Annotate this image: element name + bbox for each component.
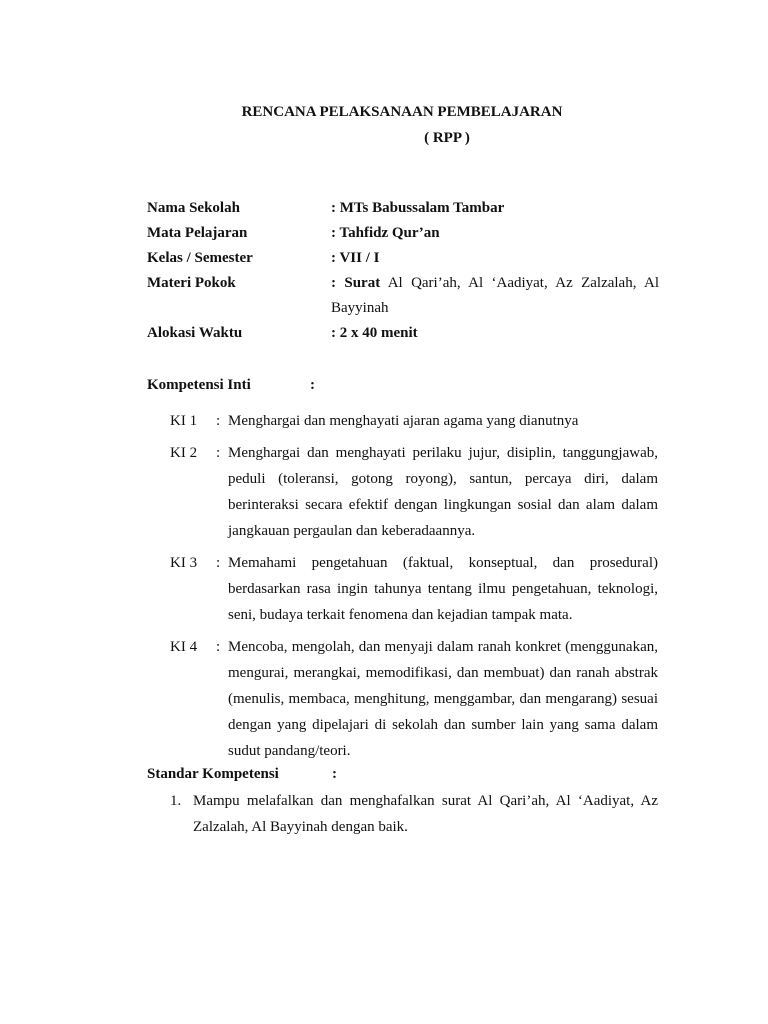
ki-colon: : bbox=[216, 639, 221, 655]
material-prefix: : Surat bbox=[331, 275, 381, 291]
ki-text: Mencoba, mengolah, dan menyaji dalam ranah konkret (menggunakan, mengurai, merangkai, memodifikasi, dan membuat) dan ranah abstrak (menulis, membaca, menghitung, menggambar, dan mengarang) sesuai dengan yang dipelajari di sekolah dan sumber lain yang sama dalam sudut pandang/teori. bbox=[228, 639, 658, 759]
kompetensi-inti-label: Kompetensi Inti bbox=[147, 377, 251, 393]
document-title: RENCANA PELAKSANAAN PEMBELAJARAN bbox=[241, 104, 563, 120]
info-row-time bbox=[147, 321, 659, 346]
subject-label: Mata Pelajaran bbox=[147, 225, 248, 241]
ki-code: KI 1 bbox=[170, 413, 198, 429]
info-row-material bbox=[147, 271, 659, 321]
standar-kompetensi-label: Standar Kompetensi bbox=[147, 766, 279, 782]
info-row-class bbox=[147, 246, 659, 271]
ki-item bbox=[170, 634, 658, 764]
ki-item bbox=[170, 408, 658, 434]
ki-text: Menghargai dan menghayati perilaku jujur, disiplin, tanggungjawab, peduli (toleransi, gotong royong), santun, percaya diri, dalam berinteraksi secara efektif dengan lingkungan sosial dan alam dalam jangkauan pergaulan dan keberadaannya. bbox=[228, 445, 658, 539]
subject-value: : Tahfidz Qur’an bbox=[331, 225, 440, 241]
ki-colon: : bbox=[216, 555, 221, 571]
material-label: Materi Pokok bbox=[147, 275, 236, 291]
class-value: : VII / I bbox=[331, 250, 380, 266]
ki-item bbox=[170, 550, 658, 628]
kompetensi-inti-heading bbox=[147, 377, 315, 394]
ki-colon: : bbox=[216, 413, 221, 429]
document-title-block bbox=[147, 102, 657, 148]
list-text: Mampu melafalkan dan menghafalkan surat Al Qari’ah, Al ‘Aadiyat, Az Zalzalah, Al Bayyinah dengan baik. bbox=[193, 793, 658, 835]
ki-colon: : bbox=[216, 445, 221, 461]
identity-table bbox=[147, 196, 659, 346]
ki-code: KI 2 bbox=[170, 445, 198, 461]
school-label: Nama Sekolah bbox=[147, 200, 240, 216]
kompetensi-inti-list bbox=[170, 408, 658, 770]
time-label: Alokasi Waktu bbox=[147, 325, 243, 341]
standar-kompetensi-colon: : bbox=[332, 766, 337, 782]
school-value: : MTs Babussalam Tambar bbox=[331, 200, 505, 216]
standar-kompetensi-heading bbox=[147, 766, 337, 783]
ki-code: KI 4 bbox=[170, 639, 198, 655]
ki-code: KI 3 bbox=[170, 555, 198, 571]
document-subtitle: ( RPP ) bbox=[424, 130, 470, 146]
list-number: 1. bbox=[170, 793, 182, 809]
info-row-school bbox=[147, 196, 659, 221]
ki-item bbox=[170, 440, 658, 544]
kompetensi-inti-colon: : bbox=[310, 377, 315, 393]
info-row-subject bbox=[147, 221, 659, 246]
list-item bbox=[170, 788, 658, 840]
standar-kompetensi-list bbox=[170, 788, 658, 840]
time-value: : 2 x 40 menit bbox=[331, 325, 418, 341]
material-value: Al Qari’ah, Al ‘Aadiyat, Az Zalzalah, Al Bayyinah bbox=[331, 275, 659, 316]
ki-text: Memahami pengetahuan (faktual, konseptual, dan prosedural) berdasarkan rasa ingin tahunya tentang ilmu pengetahuan, teknologi, seni, budaya terkait fenomena dan kejadian tampak mata. bbox=[228, 555, 658, 623]
class-label: Kelas / Semester bbox=[147, 250, 253, 266]
material-value-wrap bbox=[331, 271, 659, 321]
ki-text: Menghargai dan menghayati ajaran agama yang dianutnya bbox=[228, 413, 579, 429]
